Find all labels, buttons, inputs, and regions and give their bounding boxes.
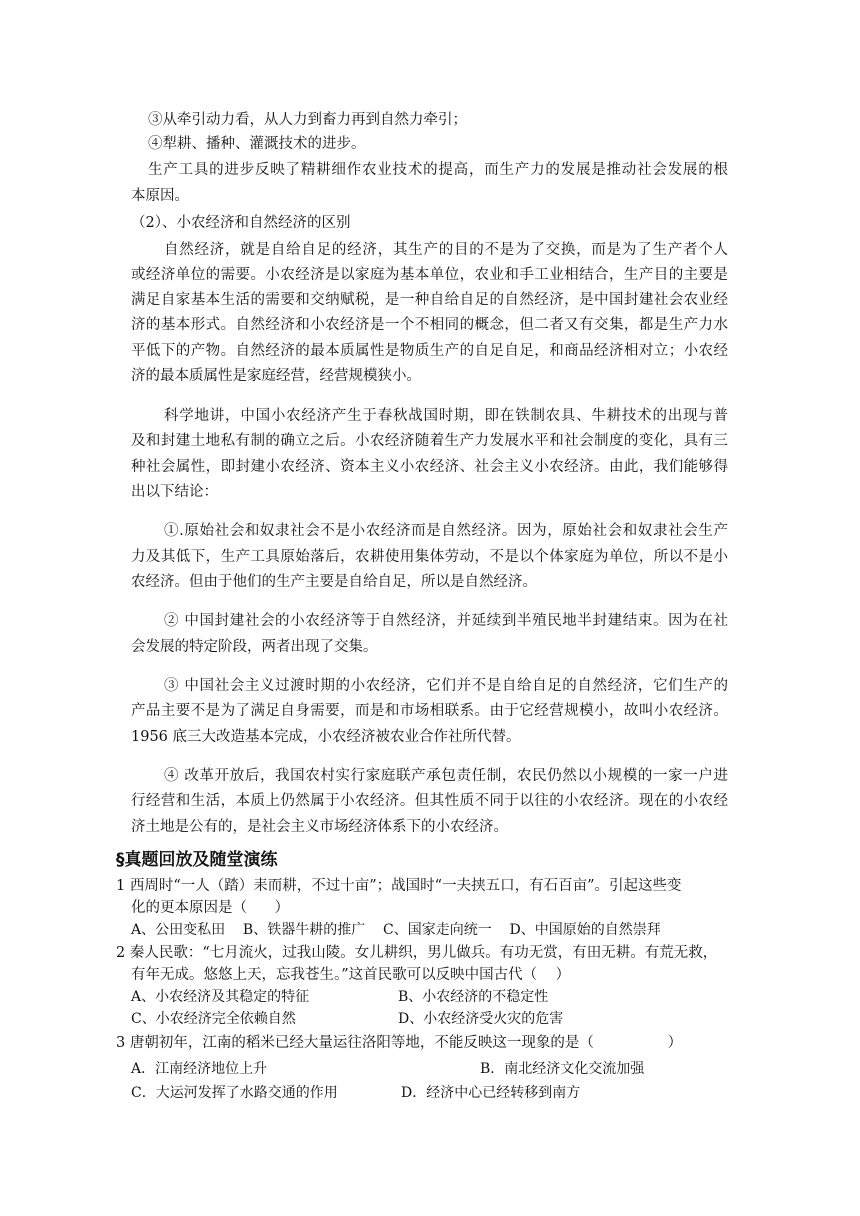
conclusion-2-line: 会发展的特定阶段，两者出现了交集。 <box>131 639 378 655</box>
paragraph-line: 出以下结论： <box>131 484 218 500</box>
conclusion-3-line: ③ 中国社会主义过渡时期的小农经济，它们并不是自给自足的自然经济，它们生产的 <box>164 678 728 694</box>
conclusion-3-line: 1956 底三大改造基本完成，小农经济被农业合作社所代替。 <box>131 729 521 745</box>
conclusion-1-line: 力及其低下，生产工具原始落后，农耕使用集体劳动，不是以个体家庭为单位，所以不是小 <box>131 549 728 565</box>
conclusion-1-line: ①.原始社会和奴隶社会不是小农经济而是自然经济。因为，原始社会和奴隶社会生产 <box>164 523 728 539</box>
intro-summary-line-1: 生产工具的进步反映了精耕细作农业技术的提高，而生产力的发展是推动社会发展的根 <box>148 162 728 178</box>
question-2-option-d: D、小农经济受火灾的危害 <box>398 1011 564 1027</box>
question-2-line-1: 2 秦人民歌：“七月流火，过我山陵。女儿耕织，男儿做兵。有功无赏，有田无耕。有荒无救， <box>116 945 718 961</box>
paragraph-line: 自然经济，就是自给自足的经济，其生产的目的不是为了交换，而是为了生产者个人 <box>164 242 728 258</box>
question-1-line-1: 1 西周时“一人（踏）耒而耕，不过十亩”；战国时“一夫挟五口，有石百亩”。引起这些变 <box>116 878 682 894</box>
conclusion-4-line: ④ 改革开放后，我国农村实行家庭联产承包责任制，农民仍然以小规模的一家一户进 <box>164 768 728 784</box>
intro-item-3: ③从牵引动力看，从人力到畜力再到自然力牵引； <box>148 112 467 128</box>
intro-item-4: ④犁耕、播种、灌溉技术的进步。 <box>148 136 366 152</box>
question-1-line-2: 化的更本原因是（ ） <box>131 900 290 916</box>
conclusion-2-line: ② 中国封建社会的小农经济等于自然经济，并延续到半殖民地半封建结束。因为在社 <box>164 613 728 629</box>
question-3-option-b: B．南北经济文化交流加强 <box>480 1061 645 1077</box>
intro-summary-line-2: 本原因。 <box>131 188 189 204</box>
conclusion-1-line: 农经济。但由于他们的生产主要是自给自足，所以是自然经济。 <box>131 574 537 590</box>
question-2-option-c: C、小农经济完全依赖自然 <box>131 1011 296 1027</box>
paragraph-line: 济的基本形式。自然经济和小农经济是一个不相同的概念，但二者又有交集，都是生产力水 <box>131 317 728 333</box>
paragraph-line: 科学地讲，中国小农经济产生于春秋战国时期，即在铁制农具、牛耕技术的出现与普 <box>164 408 728 424</box>
question-2-option-a: A、小农经济及其稳定的特征 <box>131 989 310 1005</box>
question-3-option-a: A．江南经济地位上升 <box>131 1061 268 1077</box>
paragraph-line: 及和封建土地私有制的确立之后。小农经济随着生产力发展水平和社会制度的变化，具有三 <box>131 433 728 449</box>
question-3-option-c: C．大运河发挥了水路交通的作用 <box>131 1085 338 1101</box>
question-1-options: A、公田变私田 B、铁器牛耕的推广 C、国家走向统一 D、中国原始的自然崇拜 <box>131 922 661 938</box>
paragraph-line: 或经济单位的需要。小农经济是以家庭为基本单位，农业和手工业相结合，生产目的主要是 <box>131 267 728 283</box>
conclusion-4-line: 济土地是公有的，是社会主义市场经济体系下的小农经济。 <box>131 819 508 835</box>
question-3-option-d: D．经济中心已经转移到南方 <box>401 1085 581 1101</box>
paragraph-line: 种社会属性，即封建小农经济、资本主义小农经济、社会主义小农经济。由此，我们能够得 <box>131 459 728 475</box>
question-2-line-2: 有年无成。悠悠上天，忘我苍生。”这首民歌可以反映中国古代（ ） <box>131 967 571 983</box>
question-3-line-1: 3 唐朝初年，江南的稻米已经大量运往洛阳等地，不能反映这一现象的是（ ） <box>116 1035 683 1051</box>
paragraph-line: 满足自家基本生活的需要和交纳赋税，是一种自给自足的自然经济，是中国封建社会农业经 <box>131 292 728 308</box>
section-title: （2）、小农经济和自然经济的区别 <box>131 215 351 231</box>
exercises-heading: §真题回放及随堂演练 <box>116 850 278 870</box>
paragraph-line: 济的最本质属性是家庭经营，经营规模狭小。 <box>131 368 421 384</box>
conclusion-4-line: 行经营和生活，本质上仍然属于小农经济。但其性质不同于以往的小农经济。现在的小农经 <box>131 793 728 809</box>
paragraph-line: 平低下的产物。自然经济的最本质属性是物质生产的自足自足，和商品经济相对立；小农经 <box>131 343 728 359</box>
question-2-option-b: B、小农经济的不稳定性 <box>398 989 549 1005</box>
conclusion-3-line: 产品主要不是为了满足自身需要，而是和市场相联系。由于它经营规模小，故叫小农经济。 <box>131 703 728 719</box>
